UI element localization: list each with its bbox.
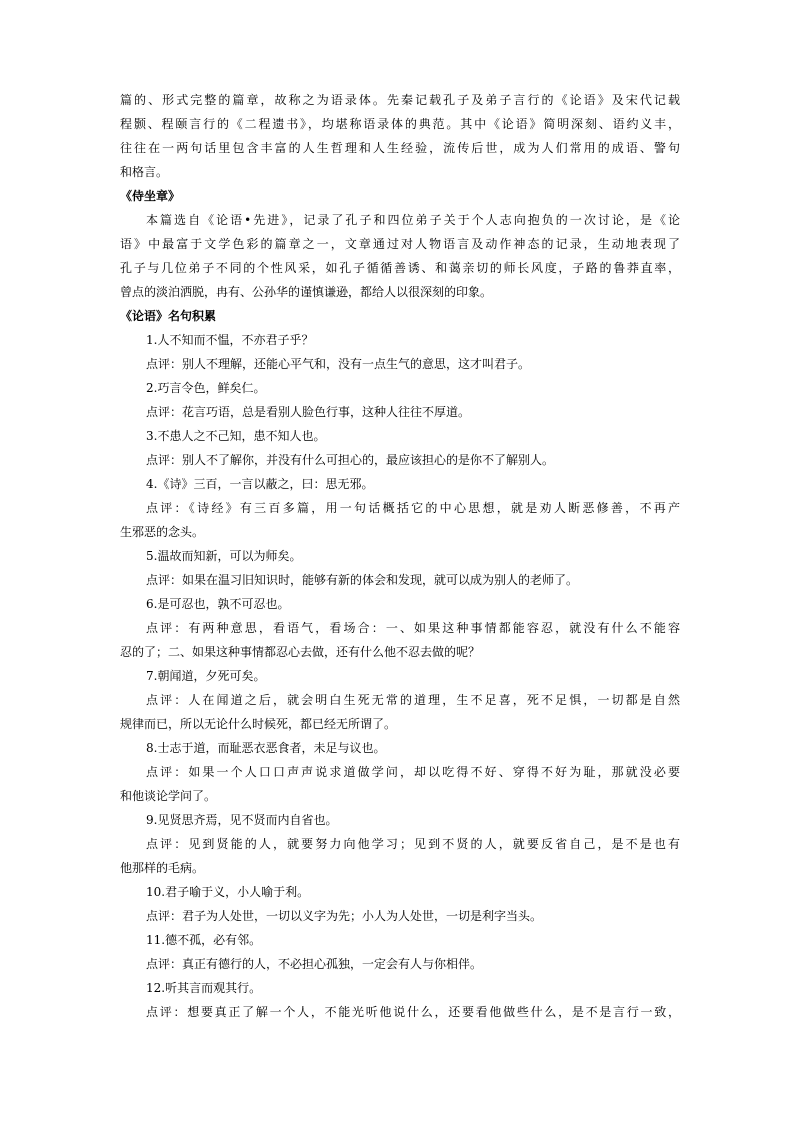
quote-comment: 点评：真正有德行的人，不必担心孤独，一定会有人与你相伴。 xyxy=(146,957,483,971)
quote-saying: 11.德不孤，必有邻。 xyxy=(146,933,262,947)
page-content xyxy=(120,88,680,1024)
quote-saying: 6.是可忍也，孰不可忍也。 xyxy=(146,597,290,611)
quote-comment: 和他谈论学问了。 xyxy=(120,789,217,803)
section-heading-shizuo: 《侍坐章》 xyxy=(120,189,181,203)
text-line: 和格言。 xyxy=(120,165,169,179)
quote-comment: 点评：别人不了解你，并没有什么可担心的，最应该担心的是你不了解别人。 xyxy=(146,453,555,467)
text-line: 孔子与几位弟子不同的个性风采，如孔子循循善诱、和蔼亲切的师长风度，子路的鲁莽直率， xyxy=(120,261,680,275)
quote-comment: 点评：别人不理解，还能心平气和，没有一点生气的意思，这才叫君子。 xyxy=(146,357,531,371)
quote-comment: 点评：如果在温习旧知识时，能够有新的体会和发现，就可以成为别人的老师了。 xyxy=(146,573,579,587)
quote-comment: 点评：君子为人处世，一切以义字为先；小人为人处世，一切是利字当头。 xyxy=(146,909,543,923)
text-line: 本篇选自《论语•先进》，记录了孔子和四位弟子关于个人志向抱负的一次讨论，是《论 xyxy=(146,213,680,227)
quote-saying: 8.士志于道，而耻恶衣恶食者，未足与议也。 xyxy=(146,741,386,755)
quote-comment: 点评：想要真正了解一个人，不能光听他说什么，还要看他做些什么，是不是言行一致， xyxy=(146,1005,680,1019)
text-line: 篇的、形式完整的篇章，故称之为语录体。先秦记载孔子及弟子言行的《论语》及宋代记载 xyxy=(120,93,680,107)
quote-saying: 7.朝闻道，夕死可矣。 xyxy=(146,669,266,683)
quote-saying: 4.《诗》三百，一言以蔽之，曰：思无邪。 xyxy=(146,477,374,491)
text-line: 曾点的淡泊洒脱，冉有、公孙华的谨慎谦逊，都给人以很深刻的印象。 xyxy=(120,285,493,299)
quote-comment: 他那样的毛病。 xyxy=(120,861,205,875)
quote-comment: 忍的了；二、如果这种事情都忍心去做，还有什么他不忍去做的呢？ xyxy=(120,645,481,659)
quote-list xyxy=(120,328,680,1024)
quote-saying: 5.温故而知新，可以为师矣。 xyxy=(146,549,302,563)
quote-saying: 9.见贤思齐焉，见不贤而内自省也。 xyxy=(146,813,338,827)
text-line: 程颢、程颐言行的《二程遗书》，均堪称语录体的典范。其中《论语》简明深刻、语约义丰， xyxy=(120,117,680,131)
text-line: 语》中最富于文学色彩的篇章之一，文章通过对人物语言及动作神态的记录，生动地表现了 xyxy=(120,237,680,251)
quote-comment: 规律而已，所以无论什么时候死，都已经无所谓了。 xyxy=(120,717,397,731)
quote-saying: 3.不患人之不己知，患不知人也。 xyxy=(146,429,326,443)
quote-comment: 点评：见到贤能的人，就要努力向他学习；见到不贤的人，就要反省自己，是不是也有 xyxy=(146,837,680,851)
quote-comment: 点评：《诗经》有三百多篇，用一句话概括它的中心思想，就是劝人断恶修善，不再产 xyxy=(146,501,680,515)
quote-comment: 点评：花言巧语，总是看别人脸色行事，这种人往往不厚道。 xyxy=(146,405,471,419)
quote-comment: 点评：如果一个人口口声声说求道做学问，却以吃得不好、穿得不好为耻，那就没必要 xyxy=(146,765,680,779)
intro-paragraph xyxy=(120,88,680,184)
quote-saying: 2.巧言令色，鲜矣仁。 xyxy=(146,381,266,395)
quote-saying: 12.听其言而观其行。 xyxy=(146,981,262,995)
quote-saying: 1.人不知而不愠，不亦君子乎？ xyxy=(146,333,314,347)
quote-comment: 生邪恶的念头。 xyxy=(120,525,205,539)
shizuo-paragraph xyxy=(120,208,680,304)
text-line: 往往在一两句话里包含丰富的人生哲理和人生经验，流传后世，成为人们常用的成语、警句 xyxy=(120,141,680,155)
quote-comment: 点评：人在闻道之后，就会明白生死无常的道理，生不足喜，死不足惧，一切都是自然 xyxy=(146,693,680,707)
section-heading-quotes: 《论语》名句积累 xyxy=(120,309,217,323)
quote-saying: 10.君子喻于义，小人喻于利。 xyxy=(146,885,310,899)
quote-comment: 点评：有两种意思，看语气，看场合：一、如果这种事情都能容忍，就没有什么不能容 xyxy=(146,621,680,635)
